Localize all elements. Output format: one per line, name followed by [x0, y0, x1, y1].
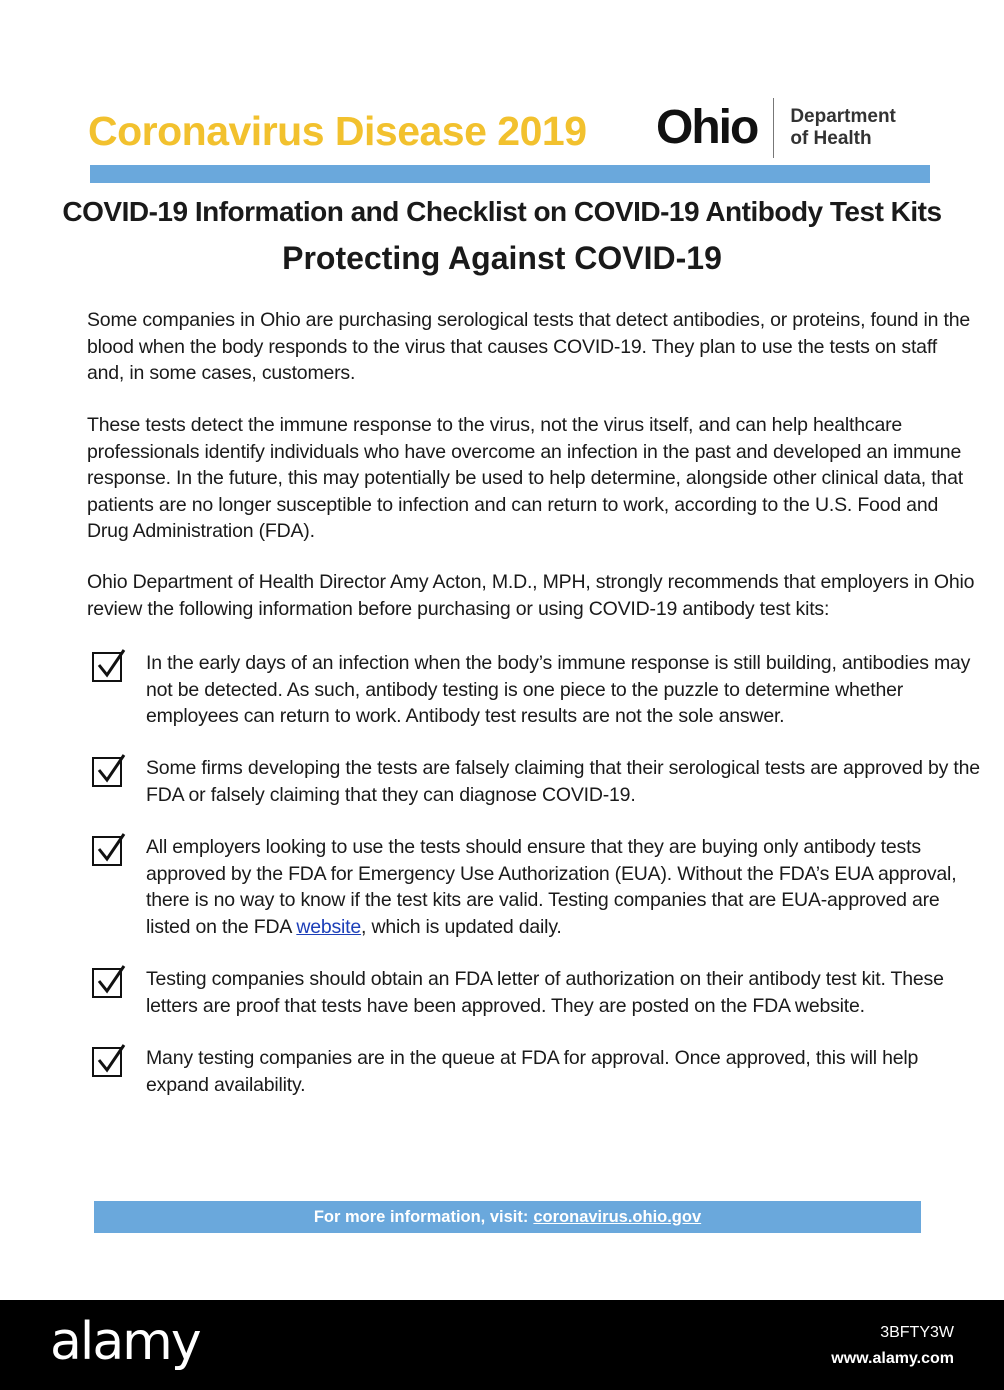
document-subtitle: Protecting Against COVID-19	[282, 240, 722, 276]
footer-bar	[94, 1201, 921, 1233]
checkbox-checked-icon	[92, 1047, 122, 1077]
footer-label: For more information, visit:	[313, 1207, 529, 1226]
watermark-strip	[0, 1300, 1004, 1390]
checklist-item-text	[146, 834, 982, 940]
alamy-logo: alamy	[50, 1312, 200, 1372]
checkbox-checked-icon	[92, 836, 122, 866]
checklist-item-text-after: , which is updated daily.	[361, 915, 562, 938]
checklist-item-text: In the early days of an infection when the body’s immune response is still building, antibodies may not be detected. As such, antibody testing is one piece to the puzzle to determine whether employees can return to work. Antibody test results are not the sole answer.	[146, 652, 971, 727]
checkbox-checked-icon	[92, 968, 122, 998]
fda-website-link[interactable]: website	[296, 915, 362, 938]
ohio-department-of-health-logo	[656, 97, 896, 159]
checklist-item-text: Some firms developing the tests are falsely claiming that their serological tests are approved by the FDA or falsely claiming that they can diagnose COVID-19.	[146, 757, 980, 806]
header-title: Coronavirus Disease 2019	[88, 108, 587, 154]
checklist-item-text-before: All employers looking to use the tests should ensure that they are buying only antibody tests approved by the FDA for Emergency Use Authorization (EUA). Without the FDA’s EUA approval, there is no way to know if the test kits are valid. Testing companies that are EUA-approved are listed on the FDA	[146, 836, 957, 938]
watermark-url: www.alamy.com	[831, 1350, 954, 1367]
logo-dept-line1: Department	[790, 106, 896, 127]
logo-department	[790, 106, 896, 150]
footer-website-link[interactable]: coronavirus.ohio.gov	[533, 1207, 702, 1226]
intro-paragraph: Some companies in Ohio are purchasing serological tests that detect antibodies, or proteins, found in the blood when the body responds to the virus that causes COVID-19. They plan to use the tests on staff and, in some cases, customers.	[87, 309, 971, 384]
image-id: 3BFTY3W	[880, 1324, 954, 1341]
logo-divider	[773, 98, 774, 158]
body-paragraph: These tests detect the immune response to the virus, not the virus itself, and can help healthcare professionals identify individuals who have overcome an infection in the past and developed an immune response. In the future, this may potentially be used to help determine, alongside other clinical data, that patients are no longer susceptible to infection and can return to work, according to the U.S. Food and Drug Administration (FDA).	[87, 414, 963, 542]
header-divider-bar	[90, 165, 930, 183]
logo-word: Ohio	[656, 101, 758, 154]
checklist-item-text: Testing companies should obtain an FDA letter of authorization on their antibody test kit. These letters are proof that tests have been approved. They are posted on the FDA website.	[146, 968, 944, 1017]
checklist-item-text: Many testing companies are in the queue at FDA for approval. Once approved, this will help expand availability.	[146, 1047, 919, 1096]
recommendation-paragraph: Ohio Department of Health Director Amy Acton, M.D., MPH, strongly recommends that employers in Ohio review the following information before purchasing or using COVID-19 antibody test kits:	[87, 571, 975, 620]
checkbox-checked-icon	[92, 757, 122, 787]
checkbox-checked-icon	[92, 652, 122, 682]
logo-dept-line2: of Health	[790, 128, 872, 149]
document-title: COVID-19 Information and Checklist on COVID-19 Antibody Test Kits	[62, 196, 942, 227]
